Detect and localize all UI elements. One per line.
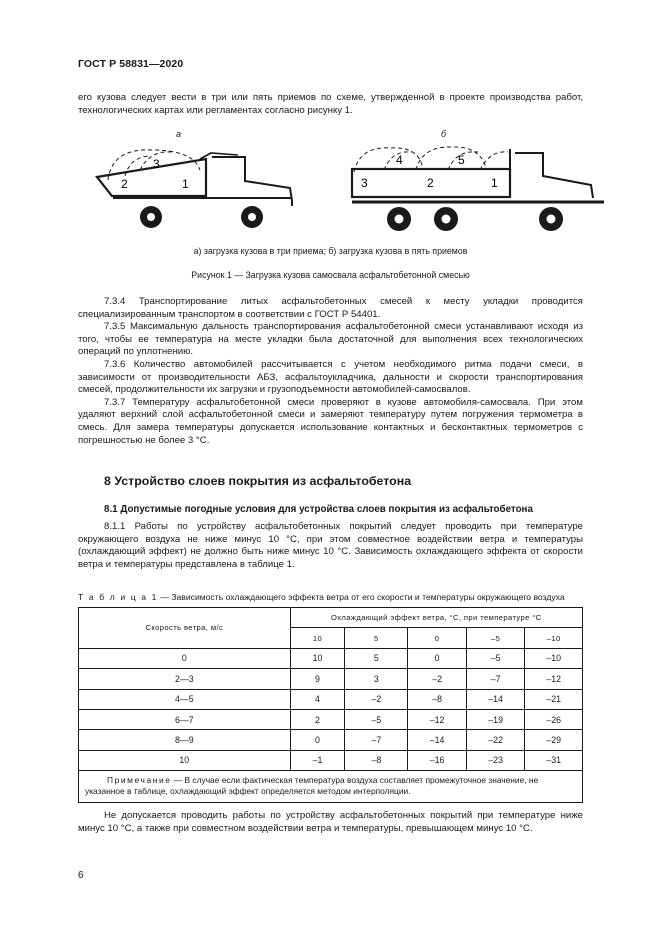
- truck-b-drawing: [352, 147, 604, 231]
- table-row: [79, 689, 583, 709]
- truck-b-load-2: 2: [427, 176, 434, 190]
- wind-speed-cell: 2—3: [79, 669, 291, 689]
- header-temp-minus5: –5: [466, 628, 525, 648]
- section-8-heading: 8 Устройство слоев покрытия из асфальтобетона: [104, 474, 412, 488]
- header-temp-minus10: –10: [525, 628, 583, 648]
- paragraph-7-3-7: 7.3.7 Температуру асфальтобетонной смеси проверяют в кузове автомобиля-самосвала. При этом удаляют верхний слой асфальтобетонной смеси и замеряют температуру путем погружения термометра в смесь. Для замера температуры допускается использование контактных и бесконтактных термометров с погрешностью не более 3 °С.: [78, 396, 583, 446]
- table-row: [79, 669, 583, 689]
- value-cell: –7: [466, 669, 525, 689]
- table-row: [79, 730, 583, 750]
- header-wind-speed: Скорость ветра, м/с: [79, 608, 291, 649]
- wind-speed-cell: 4—5: [79, 689, 291, 709]
- document-header: ГОСТ Р 58831—2020: [78, 58, 184, 70]
- value-cell: –10: [525, 648, 583, 668]
- value-cell: –14: [466, 689, 525, 709]
- figure-caption: Рисунок 1 — Загрузка кузова самосвала асфальтобетонной смесью: [191, 270, 470, 280]
- value-cell: –22: [466, 730, 525, 750]
- figure-trucks: [0, 0, 661, 260]
- header-temp-0: 0: [408, 628, 467, 648]
- closing-paragraph: Не допускается проводить работы по устройству асфальтобетонных покрытий при температуре ниже минус 10 °С, а также при совместном воздействии ветра и температуры, превышающем минус 10 °С.: [78, 810, 583, 834]
- value-cell: –12: [408, 709, 467, 729]
- header-temp-10: 10: [290, 628, 345, 648]
- value-cell: –26: [525, 709, 583, 729]
- table-note-head: Примечание: [107, 775, 172, 786]
- value-cell: –19: [466, 709, 525, 729]
- value-cell: –5: [345, 709, 408, 729]
- value-cell: –14: [408, 730, 467, 750]
- wind-chill-table: [78, 607, 583, 803]
- wind-speed-cell: 6—7: [79, 709, 291, 729]
- value-cell: 3: [345, 669, 408, 689]
- value-cell: –5: [466, 648, 525, 668]
- truck-a-load-1: 1: [182, 177, 189, 191]
- paragraph-7-3-5: 7.3.5 Максимальную дальность транспортирования асфальтобетонной смеси устанавливают исходя из того, чтобы ее температура на месте укладки была достаточной для выполнения всех технологических операций по уплотнению.: [78, 321, 583, 358]
- truck-b-load-1: 1: [491, 176, 498, 190]
- wind-speed-cell: 0: [79, 648, 291, 668]
- paragraph-8-1-1: 8.1.1 Работы по устройству асфальтобетонных покрытий следует проводить при температуре окружающего воздуха не ниже минус 10 °С, при этом совместное воздействии ветра и температуры (охлаждающий эффект) не должно быть ниже минус 10 °С. Зависимость охлаждающего эффекта от скорости ветра и температуры представлена в таблице 1.: [78, 521, 583, 570]
- truck-a-load-3: 3: [153, 157, 160, 171]
- value-cell: –7: [345, 730, 408, 750]
- value-cell: 0: [408, 648, 467, 668]
- value-cell: –23: [466, 750, 525, 770]
- paragraph-7-3-4: 7.3.4 Транспортирование литых асфальтобетонных смесей к месту укладки проводится специализированным транспортом в соответствии с ГОСТ Р 54401.: [78, 296, 583, 320]
- value-cell: 0: [290, 730, 345, 750]
- value-cell: –8: [408, 689, 467, 709]
- truck-b-load-5: 5: [458, 153, 465, 167]
- value-cell: –8: [345, 750, 408, 770]
- figure-subcaption: а) загрузка кузова в три приема; б) загрузка кузова в пять приемов: [193, 246, 468, 256]
- truck-a-load-2: 2: [121, 177, 128, 191]
- table-note: [79, 771, 583, 802]
- header-temp-5: 5: [345, 628, 408, 648]
- table-row: [79, 709, 583, 729]
- wind-speed-cell: 10: [79, 750, 291, 770]
- header-cooling-effect: Охлаждающий эффект ветра, °С, при температуре °С: [290, 608, 582, 628]
- truck-b-load-4: 4: [396, 153, 403, 167]
- value-cell: –29: [525, 730, 583, 750]
- table-row: [79, 648, 583, 668]
- value-cell: –31: [525, 750, 583, 770]
- table-row: [79, 750, 583, 770]
- section-8-1-heading: 8.1 Допустимые погодные условия для устройства слоев покрытия из асфальтобетона: [104, 504, 533, 515]
- table-title-text: — Зависимость охлаждающего эффекта ветра от его скорости и температуры окружающего воздуха: [157, 592, 565, 602]
- table-title-prefix: Т а б л и ц а 1: [78, 592, 158, 602]
- value-cell: 10: [290, 648, 345, 668]
- value-cell: 9: [290, 669, 345, 689]
- figure-label-a: а: [176, 129, 182, 139]
- table-title: [78, 592, 588, 602]
- value-cell: –1: [290, 750, 345, 770]
- wind-speed-cell: 8—9: [79, 730, 291, 750]
- figure-label-b: б: [441, 129, 447, 139]
- value-cell: –2: [408, 669, 467, 689]
- truck-b-load-3: 3: [361, 176, 368, 190]
- value-cell: 2: [290, 709, 345, 729]
- value-cell: –21: [525, 689, 583, 709]
- value-cell: 5: [345, 648, 408, 668]
- table-note-text: — В случае если фактическая температура воздуха составляет промежуточное значение, не указанное в таблице, охлаждающий эффект определяется методом интерполяции.: [85, 775, 539, 797]
- value-cell: –16: [408, 750, 467, 770]
- intro-paragraph: его кузова следует вести в три или пять приемов по схеме, утвержденной в проекте производства работ, технологических картах или регламентах согласно рисунку 1.: [78, 92, 583, 116]
- paragraph-7-3-6: 7.3.6 Количество автомобилей рассчитывается с учетом необходимого ритма подачи смеси, в зависимости от производительности АБЗ, асфальтоукладчика, дальности и скорости транспортирования смесей, продолжительности их загрузки и грузоподъемности автомобилей-самосвалов.: [78, 358, 583, 396]
- page-number: 6: [78, 870, 84, 881]
- value-cell: 4: [290, 689, 345, 709]
- value-cell: –2: [345, 689, 408, 709]
- value-cell: –12: [525, 669, 583, 689]
